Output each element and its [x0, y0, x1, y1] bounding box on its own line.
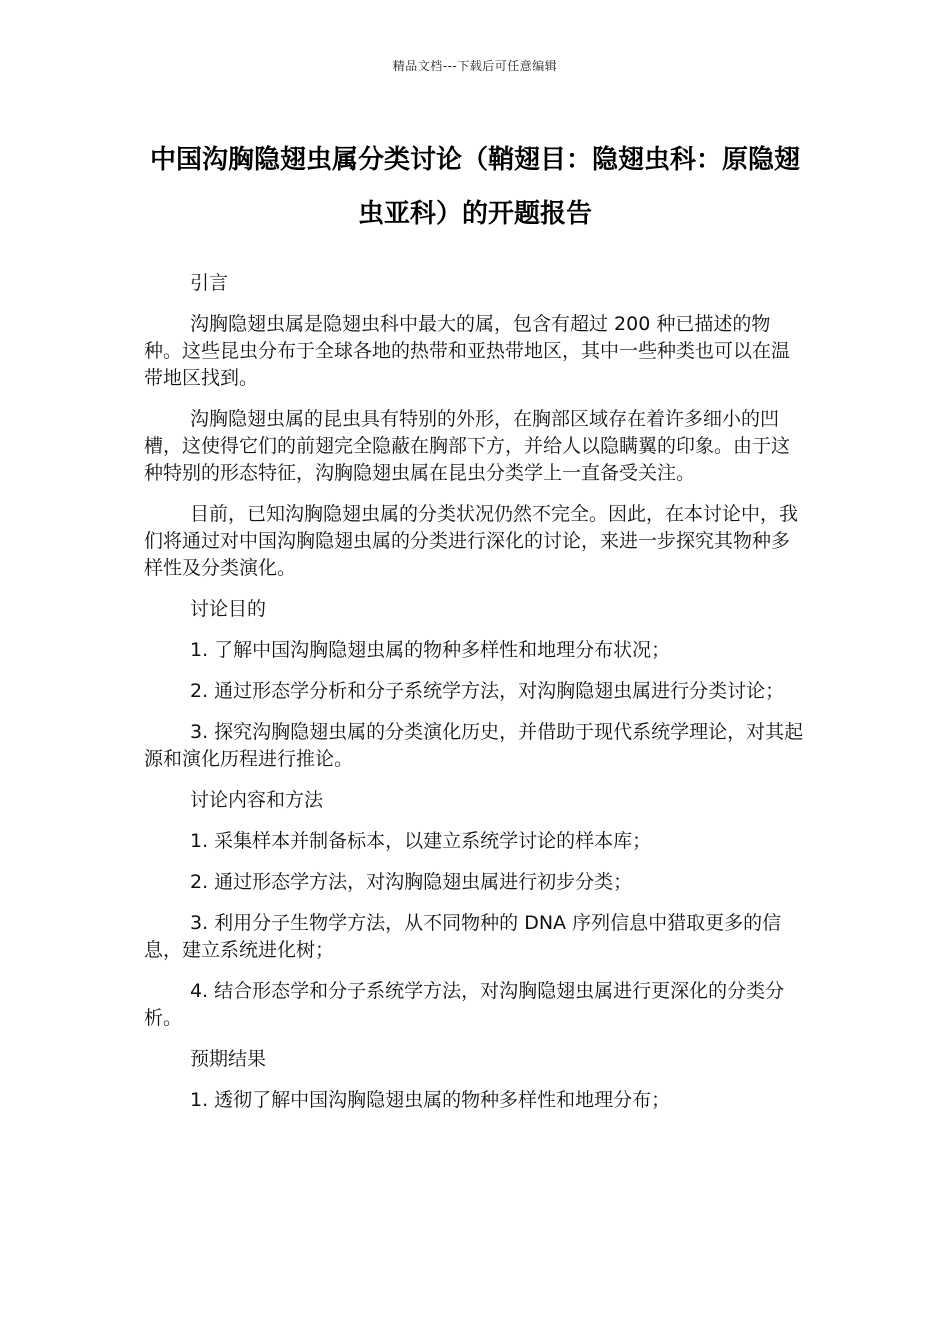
list-item: 4. 结合形态学和分子系统学方法，对沟胸隐翅虫属进行更深化的分类分析。 — [144, 980, 785, 1029]
paragraph: 沟胸隐翅虫属是隐翅虫科中最大的属，包含有超过 200 种已描述的物种。这些昆虫分布于全球各地的热带和亚热带地区，其中一些种类也可以在温带地区找到。 — [144, 313, 791, 389]
list-item: 3. 利用分子生物学方法，从不同物种的 DNA 序列信息中猎取更多的信息，建立系统进化树； — [144, 912, 782, 961]
document-body — [144, 270, 806, 1128]
section-heading-results: 预期结果 — [190, 1048, 267, 1070]
list-item: 1. 采集样本并制备标本，以建立系统学讨论的样本库； — [190, 830, 652, 852]
list-item: 2. 通过形态学分析和分子系统学方法，对沟胸隐翅虫属进行分类讨论； — [190, 680, 785, 702]
paragraph: 目前，已知沟胸隐翅虫属的分类状况仍然不完全。因此，在本讨论中，我们将通过对中国沟胸隐翅虫属的分类进行深化的讨论，来进一步探究其物种多样性及分类演化。 — [144, 503, 799, 579]
paragraph: 沟胸隐翅虫属的昆虫具有特别的外形，在胸部区域存在着许多细小的凹槽，这使得它们的前翅完全隐蔽在胸部下方，并给人以隐瞒翼的印象。由于这种特别的形态特征，沟胸隐翅虫属在昆虫分类学上一直备受关注。 — [144, 408, 791, 484]
section-heading-methods: 讨论内容和方法 — [190, 789, 324, 811]
list-item: 2. 通过形态学方法，对沟胸隐翅虫属进行初步分类； — [190, 871, 633, 893]
document-title: 中国沟胸隐翅虫属分类讨论（鞘翅目：隐翅虫科：原隐翅虫亚科）的开题报告 — [149, 145, 800, 229]
header-note: 精品文档---下载后可任意编辑 — [392, 59, 558, 73]
list-item: 1. 了解中国沟胸隐翅虫属的物种多样性和地理分布状况； — [190, 639, 671, 661]
section-heading-intro: 引言 — [190, 272, 229, 294]
list-item: 3. 探究沟胸隐翅虫属的分类演化历史，并借助于现代系统学理论，对其起源和演化历程进行推论。 — [144, 721, 804, 770]
list-item: 1. 透彻了解中国沟胸隐翅虫属的物种多样性和地理分布； — [190, 1089, 671, 1111]
section-heading-purpose: 讨论目的 — [190, 598, 267, 620]
